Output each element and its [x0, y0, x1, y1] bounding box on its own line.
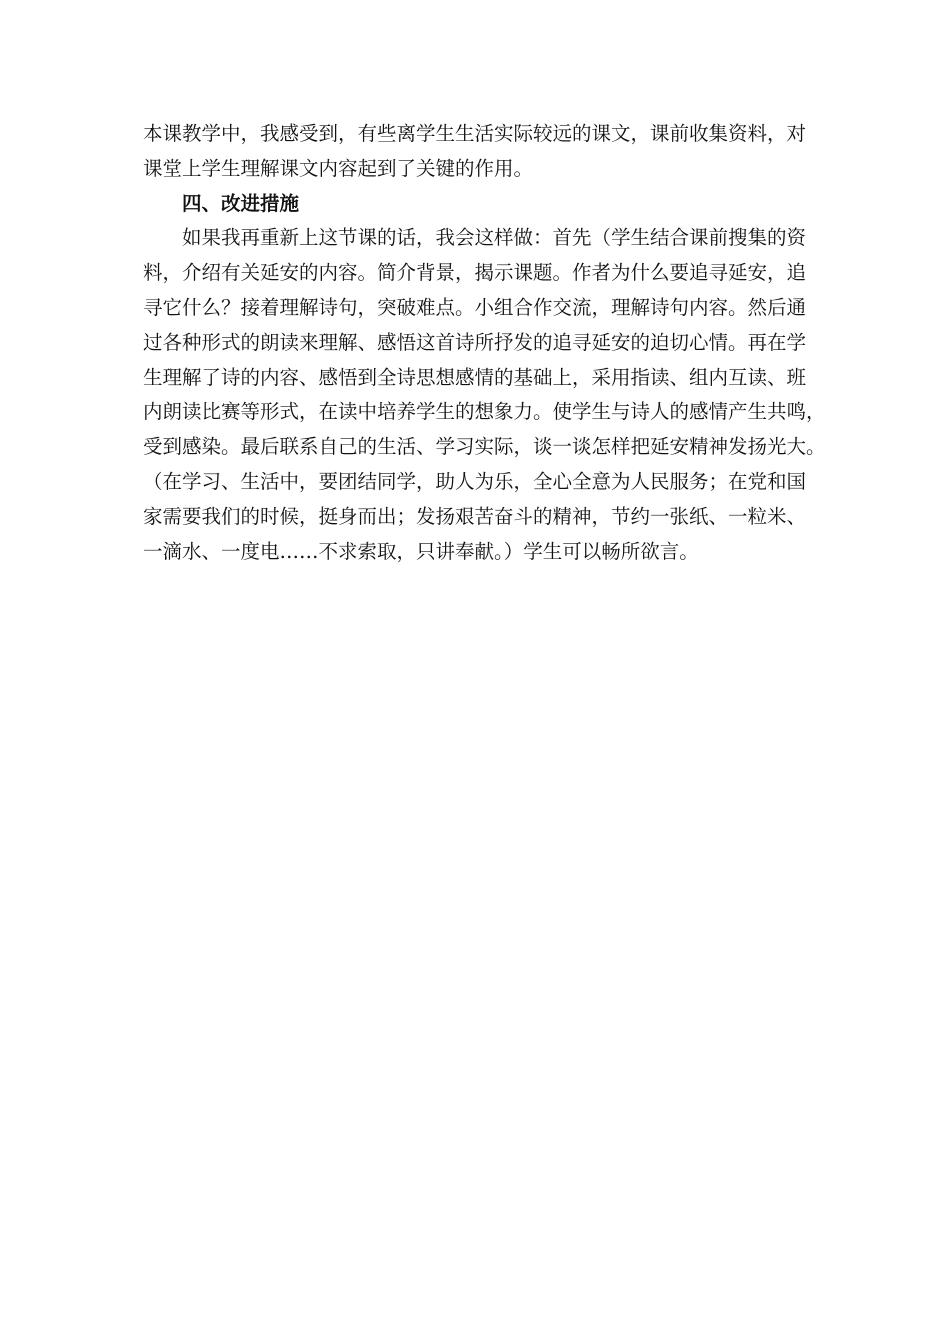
text-line: 生理解了诗的内容、感悟到全诗思想感情的基础上，采用指读、组内互读、班	[143, 365, 807, 389]
text-line: 内朗读比赛等形式，在读中培养学生的想象力。使学生与诗人的感情产生共鸣，	[143, 400, 826, 424]
section-heading: 四、改进措施	[182, 191, 300, 215]
text-line: （在学习、生活中，要团结同学，助人为乐，全心全意为人民服务；在党和国	[143, 469, 807, 493]
document-body	[143, 117, 833, 569]
text-line: 课堂上学生理解课文内容起到了关键的作用。	[143, 156, 534, 180]
text-line: 料，介绍有关延安的内容。简介背景，揭示课题。作者为什么要追寻延安，追	[143, 261, 807, 285]
text-line: 如果我再重新上这节课的话，我会这样做：首先（学生结合课前搜集的资	[182, 226, 807, 250]
paragraph-intro	[143, 117, 833, 187]
text-line: 寻它什么？接着理解诗句，突破难点。小组合作交流，理解诗句内容。然后通	[143, 295, 807, 319]
text-line: 过各种形式的朗读来理解、感悟这首诗所抒发的追寻延安的迫切心情。再在学	[143, 330, 807, 354]
text-line: 受到感染。最后联系自己的生活、学习实际，谈一谈怎样把延安精神发扬光大。	[143, 435, 826, 459]
text-line: 家需要我们的时候，挺身而出；发扬艰苦奋斗的精神，节约一张纸、一粒米、	[143, 504, 807, 528]
text-line: 一滴水、一度电……不求索取，只讲奉献。）学生可以畅所欲言。	[143, 539, 699, 563]
paragraph-improvement	[143, 221, 833, 569]
text-line: 本课教学中，我感受到，有些离学生生活实际较远的课文，课前收集资料，对	[143, 122, 807, 145]
